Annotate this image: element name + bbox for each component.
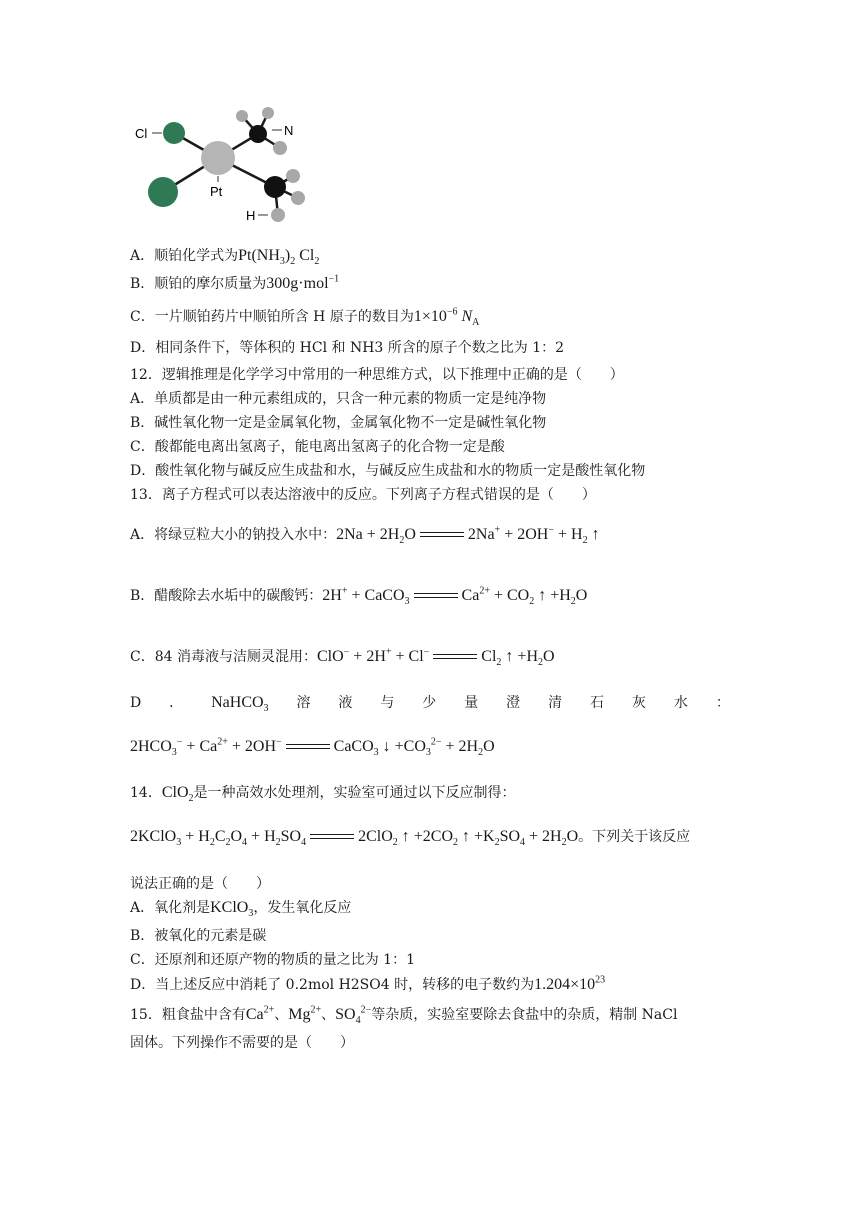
q13-stem: 13．离子方程式可以表达溶液中的反应。下列离子方程式错误的是（ ）: [130, 487, 596, 503]
q11-option-c: C．一片顺铂药片中顺铂所含 H 原子的数目为$1\times 10^{-6}$ $N_A$: [130, 306, 480, 329]
cl-atom-2: [148, 177, 178, 207]
q12-option-d: D．酸性氧化物与碱反应生成盐和水，与碱反应生成盐和水的物质一定是酸性氧化物: [130, 463, 646, 479]
cl-atom-1: [163, 122, 185, 144]
q15-stem-end: 固体。下列操作不需要的是（ ）: [130, 1035, 354, 1051]
q13-option-d-equation: $2HCO_3^- + Ca^{2+} + 2OH^-$ CaCO$_3$ ↓ $+CO_3^{2-} + 2H_2O$: [130, 736, 495, 759]
cisplatin-molecule-figure: [130, 100, 330, 230]
q14-stem-end: 说法正确的是（ ）: [130, 876, 270, 892]
q14-stem: 14．ClO$_2$是一种高效水处理剂，实验室可通过以下反应制得：: [130, 784, 516, 805]
q14-option-c: C．还原剂和还原产物的物质的量之比为 1：1: [130, 952, 415, 968]
q15-stem: 15．粗食盐中含有$Ca^{2+}$、$Mg^{2+}$、$SO_4^{2-}$等杂质，实验室要除去食盐中的杂质，精制 NaCl: [130, 1004, 678, 1027]
q11-option-d: D．相同条件下，等体积的 HCl 和 NH3 所含的原子个数之比为 1：2: [130, 340, 565, 356]
q12-option-b: B．碱性氧化物一定是金属氧化物，金属氧化物不一定是碱性氧化物: [130, 415, 547, 431]
q13-option-c: C．84 消毒液与洁厕灵混用：ClO− + 2H+ + Cl− $Cl_2$ ↑ $+H_2O$: [130, 646, 555, 669]
q12-option-a: A．单质都是由一种元素组成的，只含一种元素的物质一定是纯净物: [130, 391, 547, 407]
pt-atom: [201, 141, 235, 175]
label-h: H: [246, 208, 256, 223]
label-n: N: [284, 123, 294, 138]
q13-option-b: B．醋酸除去水垢中的碳酸钙：2H+ + CaCO$_3$ $Ca^{2+} + CO_2$ ↑ $+H_2O$: [130, 585, 588, 608]
label-pt: Pt: [210, 184, 223, 199]
q14-equation: 2KClO$_3$ + $H_2C_2O_4 + H_2SO_4$ 2ClO$_2$ ↑ $+2CO_2$ ↑ $+K_2SO_4 + 2H_2O$。下列关于该反应: [130, 828, 691, 849]
label-cl: Cl: [135, 126, 148, 141]
q13-option-d: D ． NaHCO$_3$ 溶 液 与 少 量 澄 清 石 灰 水 ：: [130, 694, 730, 715]
q14-option-b: B．被氧化的元素是碳: [130, 928, 267, 944]
n-atom-2: [264, 176, 286, 198]
q12-stem: 12．逻辑推理是化学学习中常用的一种思维方式，以下推理中正确的是（ ）: [130, 367, 624, 383]
q14-option-a: A．氧化剂是KClO$_3$，发生氧化反应: [130, 899, 352, 920]
q12-option-c: C．酸都能电离出氢离子，能电离出氢离子的化合物一定是酸: [130, 439, 505, 455]
n-atom-1: [249, 125, 267, 143]
q11-option-b: B．顺铂的摩尔质量为300g·mol$^{-1}$: [130, 273, 340, 292]
q11-option-a: A．顺铂化学式为$Pt(NH_3)_2$ $Cl_2$: [130, 247, 320, 268]
q14-option-d: D．当上述反应中消耗了 0.2mol H2SO4 时，转移的电子数约为$1.204\times 10^{23}$: [130, 974, 606, 993]
q13-option-a: A．将绿豆粒大小的钠投入水中：$2Na + 2H_2O$ $2Na^+ + 2OH^- + H_2$ ↑: [130, 524, 600, 547]
